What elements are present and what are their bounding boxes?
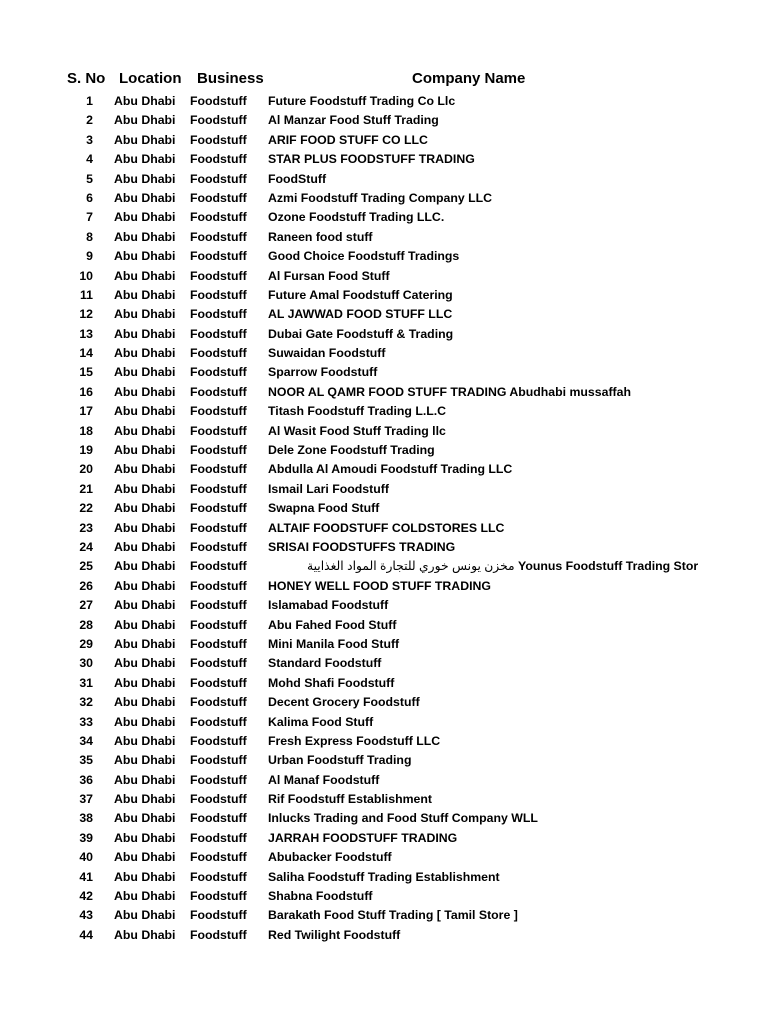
table-row	[0, 383, 768, 402]
cell-business: Foodstuff	[190, 481, 247, 496]
cell-location: Abu Dhabi	[114, 423, 176, 438]
cell-company-name: Dubai Gate Foodstuff & Trading	[268, 326, 454, 341]
cell-business: Foodstuff	[190, 636, 247, 651]
cell-sno: 9	[86, 249, 93, 264]
header-sno: S. No	[67, 70, 106, 87]
cell-business: Foodstuff	[190, 733, 247, 748]
table-row	[0, 674, 768, 693]
cell-sno: 12	[79, 307, 93, 322]
cell-location: Abu Dhabi	[114, 346, 176, 361]
cell-business: Foodstuff	[190, 423, 247, 438]
table-row	[0, 732, 768, 751]
cell-location: Abu Dhabi	[114, 249, 176, 264]
cell-sno: 34	[79, 733, 93, 748]
cell-company-name: Swapna Food Stuff	[268, 501, 380, 516]
table-row	[0, 809, 768, 828]
cell-company-name: Abdulla Al Amoudi Foodstuff Trading LLC	[268, 462, 513, 477]
cell-business: Foodstuff	[190, 171, 247, 186]
cell-business: Foodstuff	[190, 850, 247, 865]
cell-company-name: Shabna Foodstuff	[268, 889, 373, 904]
cell-business: Foodstuff	[190, 384, 247, 399]
cell-location: Abu Dhabi	[114, 190, 176, 205]
cell-location: Abu Dhabi	[114, 268, 176, 283]
cell-business: Foodstuff	[190, 772, 247, 787]
table-row	[0, 693, 768, 712]
cell-location: Abu Dhabi	[114, 636, 176, 651]
cell-location: Abu Dhabi	[114, 481, 176, 496]
cell-business: Foodstuff	[190, 811, 247, 826]
cell-business: Foodstuff	[190, 830, 247, 845]
cell-sno: 37	[79, 792, 93, 807]
cell-sno: 5	[86, 171, 93, 186]
cell-business: Foodstuff	[190, 365, 247, 380]
cell-location: Abu Dhabi	[114, 772, 176, 787]
cell-business: Foodstuff	[190, 152, 247, 167]
cell-company-name: Abubacker Foodstuff	[268, 850, 392, 865]
table-row	[0, 616, 768, 635]
cell-location: Abu Dhabi	[114, 869, 176, 884]
cell-company-name: SRISAI FOODSTUFFS TRADING	[268, 539, 456, 554]
cell-location: Abu Dhabi	[114, 811, 176, 826]
cell-location: Abu Dhabi	[114, 113, 176, 128]
table-header	[0, 70, 768, 92]
cell-company-name: Ozone Foodstuff Trading LLC.	[268, 210, 445, 225]
cell-sno: 32	[79, 695, 93, 710]
table-row	[0, 654, 768, 673]
cell-company-name: Dele Zone Foodstuff Trading	[268, 443, 435, 458]
cell-location: Abu Dhabi	[114, 210, 176, 225]
cell-location: Abu Dhabi	[114, 287, 176, 302]
cell-company-name: Good Choice Foodstuff Tradings	[268, 249, 460, 264]
cell-location: Abu Dhabi	[114, 404, 176, 419]
cell-location: Abu Dhabi	[114, 171, 176, 186]
cell-company-name: ALTAIF FOODSTUFF COLDSTORES LLC	[268, 520, 505, 535]
cell-sno: 27	[79, 598, 93, 613]
cell-sno: 35	[79, 753, 93, 768]
cell-location: Abu Dhabi	[114, 617, 176, 632]
cell-sno: 33	[79, 714, 93, 729]
table-row	[0, 422, 768, 441]
cell-company-name: Mohd Shafi Foodstuff	[268, 675, 395, 690]
cell-company-name: HONEY WELL FOOD STUFF TRADING	[268, 578, 491, 593]
cell-company-name: Abu Fahed Food Stuff	[268, 617, 397, 632]
cell-company-name: NOOR AL QAMR FOOD STUFF TRADING Abudhabi mussaffah	[268, 384, 631, 399]
cell-company-name: Barakath Food Stuff Trading [ Tamil Store ]	[268, 908, 518, 923]
table-row	[0, 286, 768, 305]
cell-location: Abu Dhabi	[114, 559, 176, 574]
table-row	[0, 596, 768, 615]
cell-location: Abu Dhabi	[114, 501, 176, 516]
table-row	[0, 499, 768, 518]
cell-company-name: Azmi Foodstuff Trading Company LLC	[268, 190, 493, 205]
cell-business: Foodstuff	[190, 326, 247, 341]
cell-business: Foodstuff	[190, 889, 247, 904]
cell-location: Abu Dhabi	[114, 578, 176, 593]
cell-company-name: Al Wasit Food Stuff Trading llc	[268, 423, 446, 438]
cell-business: Foodstuff	[190, 132, 247, 147]
cell-location: Abu Dhabi	[114, 830, 176, 845]
cell-company-name: Fresh Express Foodstuff LLC	[268, 733, 441, 748]
table-row	[0, 480, 768, 499]
cell-location: Abu Dhabi	[114, 132, 176, 147]
cell-sno: 28	[79, 617, 93, 632]
cell-sno: 6	[86, 190, 93, 205]
header-business: Business	[197, 70, 264, 87]
table-row	[0, 713, 768, 732]
cell-business: Foodstuff	[190, 908, 247, 923]
table-row	[0, 538, 768, 557]
table-row	[0, 305, 768, 324]
cell-company-name: AL JAWWAD FOOD STUFF LLC	[268, 307, 453, 322]
cell-company-name: Suwaidan Foodstuff	[268, 346, 386, 361]
cell-company-name: STAR PLUS FOODSTUFF TRADING	[268, 152, 475, 167]
cell-location: Abu Dhabi	[114, 384, 176, 399]
cell-sno: 10	[79, 268, 93, 283]
cell-location: Abu Dhabi	[114, 733, 176, 748]
cell-sno: 3	[86, 132, 93, 147]
cell-business: Foodstuff	[190, 520, 247, 535]
cell-sno: 44	[79, 927, 93, 942]
cell-location: Abu Dhabi	[114, 675, 176, 690]
table-row	[0, 790, 768, 809]
table-row	[0, 926, 768, 945]
header-location: Location	[119, 70, 182, 87]
cell-business: Foodstuff	[190, 113, 247, 128]
cell-location: Abu Dhabi	[114, 753, 176, 768]
cell-business: Foodstuff	[190, 346, 247, 361]
cell-business: Foodstuff	[190, 695, 247, 710]
cell-location: Abu Dhabi	[114, 443, 176, 458]
cell-business: Foodstuff	[190, 792, 247, 807]
table-row	[0, 208, 768, 227]
table-row	[0, 150, 768, 169]
cell-sno: 29	[79, 636, 93, 651]
cell-sno: 13	[79, 326, 93, 341]
table-row	[0, 267, 768, 286]
cell-business: Foodstuff	[190, 229, 247, 244]
cell-sno: 24	[79, 539, 93, 554]
cell-business: Foodstuff	[190, 656, 247, 671]
cell-company-name-arabic: مخزن يونس خوري للتجارة المواد الغذايية	[307, 559, 515, 574]
table-row	[0, 887, 768, 906]
cell-sno: 26	[79, 578, 93, 593]
cell-business: Foodstuff	[190, 675, 247, 690]
cell-sno: 2	[86, 113, 93, 128]
cell-sno: 36	[79, 772, 93, 787]
cell-company-name: Future Amal Foodstuff Catering	[268, 287, 453, 302]
cell-business: Foodstuff	[190, 598, 247, 613]
table-row	[0, 170, 768, 189]
cell-location: Abu Dhabi	[114, 792, 176, 807]
cell-location: Abu Dhabi	[114, 326, 176, 341]
cell-sno: 16	[79, 384, 93, 399]
cell-company-name: Islamabad Foodstuff	[268, 598, 389, 613]
table-row	[0, 868, 768, 887]
cell-company-name: Inlucks Trading and Food Stuff Company WLL	[268, 811, 538, 826]
table-row	[0, 771, 768, 790]
cell-sno: 7	[86, 210, 93, 225]
cell-location: Abu Dhabi	[114, 889, 176, 904]
cell-company-name: FoodStuff	[268, 171, 327, 186]
cell-location: Abu Dhabi	[114, 695, 176, 710]
cell-company-name: Red Twilight Foodstuff	[268, 927, 401, 942]
cell-sno: 43	[79, 908, 93, 923]
cell-company-name-latin: Younus Foodstuff Trading Stor	[518, 559, 699, 574]
cell-business: Foodstuff	[190, 307, 247, 322]
table-row	[0, 848, 768, 867]
table-row	[0, 92, 768, 111]
cell-business: Foodstuff	[190, 443, 247, 458]
cell-company-name: Al Manaf Foodstuff	[268, 772, 380, 787]
cell-location: Abu Dhabi	[114, 927, 176, 942]
table-row	[0, 363, 768, 382]
cell-sno: 40	[79, 850, 93, 865]
cell-location: Abu Dhabi	[114, 307, 176, 322]
cell-business: Foodstuff	[190, 94, 247, 108]
table-row	[0, 751, 768, 770]
cell-location: Abu Dhabi	[114, 462, 176, 477]
cell-company-name: Titash Foodstuff Trading L.L.C	[268, 404, 447, 419]
cell-business: Foodstuff	[190, 617, 247, 632]
table-row	[0, 635, 768, 654]
cell-business: Foodstuff	[190, 190, 247, 205]
table-row	[0, 131, 768, 150]
table-row	[0, 557, 768, 576]
cell-sno: 21	[79, 481, 93, 496]
cell-company-name: Decent Grocery Foodstuff	[268, 695, 420, 710]
cell-sno: 15	[79, 365, 93, 380]
cell-company-name: Raneen food stuff	[268, 229, 373, 244]
cell-sno: 42	[79, 889, 93, 904]
cell-company-name: Saliha Foodstuff Trading Establishment	[268, 869, 500, 884]
cell-sno: 14	[79, 346, 93, 361]
cell-sno: 22	[79, 501, 93, 516]
cell-location: Abu Dhabi	[114, 229, 176, 244]
cell-company-name: Urban Foodstuff Trading	[268, 753, 412, 768]
cell-company-name: Al Manzar Food Stuff Trading	[268, 113, 439, 128]
cell-sno: 8	[86, 229, 93, 244]
cell-business: Foodstuff	[190, 210, 247, 225]
table-row	[0, 189, 768, 208]
table-row	[0, 247, 768, 266]
cell-location: Abu Dhabi	[114, 520, 176, 535]
table-row	[0, 441, 768, 460]
cell-sno: 17	[79, 404, 93, 419]
cell-business: Foodstuff	[190, 404, 247, 419]
cell-sno: 30	[79, 656, 93, 671]
cell-business: Foodstuff	[190, 578, 247, 593]
table-row	[0, 577, 768, 596]
table-row	[0, 325, 768, 344]
cell-sno: 11	[80, 287, 93, 302]
cell-location: Abu Dhabi	[114, 539, 176, 554]
table-row	[0, 519, 768, 538]
cell-company-name: Ismail Lari Foodstuff	[268, 481, 389, 496]
cell-location: Abu Dhabi	[114, 908, 176, 923]
cell-company-name: Future Foodstuff Trading Co Llc	[268, 94, 456, 108]
header-company-name: Company Name	[412, 70, 526, 87]
cell-company-name: ARIF FOOD STUFF CO LLC	[268, 132, 428, 147]
table-row	[0, 344, 768, 363]
cell-business: Foodstuff	[190, 869, 247, 884]
table-row	[0, 228, 768, 247]
cell-business: Foodstuff	[190, 714, 247, 729]
cell-sno: 38	[79, 811, 93, 826]
cell-business: Foodstuff	[190, 559, 247, 574]
cell-business: Foodstuff	[190, 539, 247, 554]
cell-location: Abu Dhabi	[114, 656, 176, 671]
table-row	[0, 402, 768, 421]
cell-sno: 39	[79, 830, 93, 845]
cell-company-name: JARRAH FOODSTUFF TRADING	[268, 830, 458, 845]
cell-sno: 4	[86, 152, 93, 167]
cell-sno: 31	[79, 675, 93, 690]
cell-business: Foodstuff	[190, 927, 247, 942]
table-row	[0, 111, 768, 130]
cell-business: Foodstuff	[190, 462, 247, 477]
cell-location: Abu Dhabi	[114, 714, 176, 729]
cell-company-name: Al Fursan Food Stuff	[268, 268, 390, 283]
cell-business: Foodstuff	[190, 249, 247, 264]
cell-company-name	[307, 557, 727, 576]
cell-company-name: Sparrow Foodstuff	[268, 365, 378, 380]
cell-business: Foodstuff	[190, 501, 247, 516]
cell-business: Foodstuff	[190, 753, 247, 768]
cell-sno: 20	[79, 462, 93, 477]
cell-location: Abu Dhabi	[114, 365, 176, 380]
cell-location: Abu Dhabi	[114, 598, 176, 613]
cell-company-name: Standard Foodstuff	[268, 656, 382, 671]
cell-sno: 23	[79, 520, 93, 535]
cell-location: Abu Dhabi	[114, 850, 176, 865]
cell-company-name: Rif Foodstuff Establishment	[268, 792, 432, 807]
cell-sno: 25	[79, 559, 93, 574]
cell-sno: 41	[79, 869, 93, 884]
cell-sno: 18	[79, 423, 93, 438]
cell-location: Abu Dhabi	[114, 152, 176, 167]
table-row	[0, 906, 768, 925]
cell-sno: 19	[79, 443, 93, 458]
cell-business: Foodstuff	[190, 268, 247, 283]
cell-sno: 1	[86, 94, 93, 108]
cell-location: Abu Dhabi	[114, 94, 176, 108]
cell-business: Foodstuff	[190, 287, 247, 302]
cell-company-name: Kalima Food Stuff	[268, 714, 374, 729]
table-body	[0, 92, 768, 945]
table-row	[0, 460, 768, 479]
cell-company-name: Mini Manila Food Stuff	[268, 636, 400, 651]
table-row	[0, 829, 768, 848]
